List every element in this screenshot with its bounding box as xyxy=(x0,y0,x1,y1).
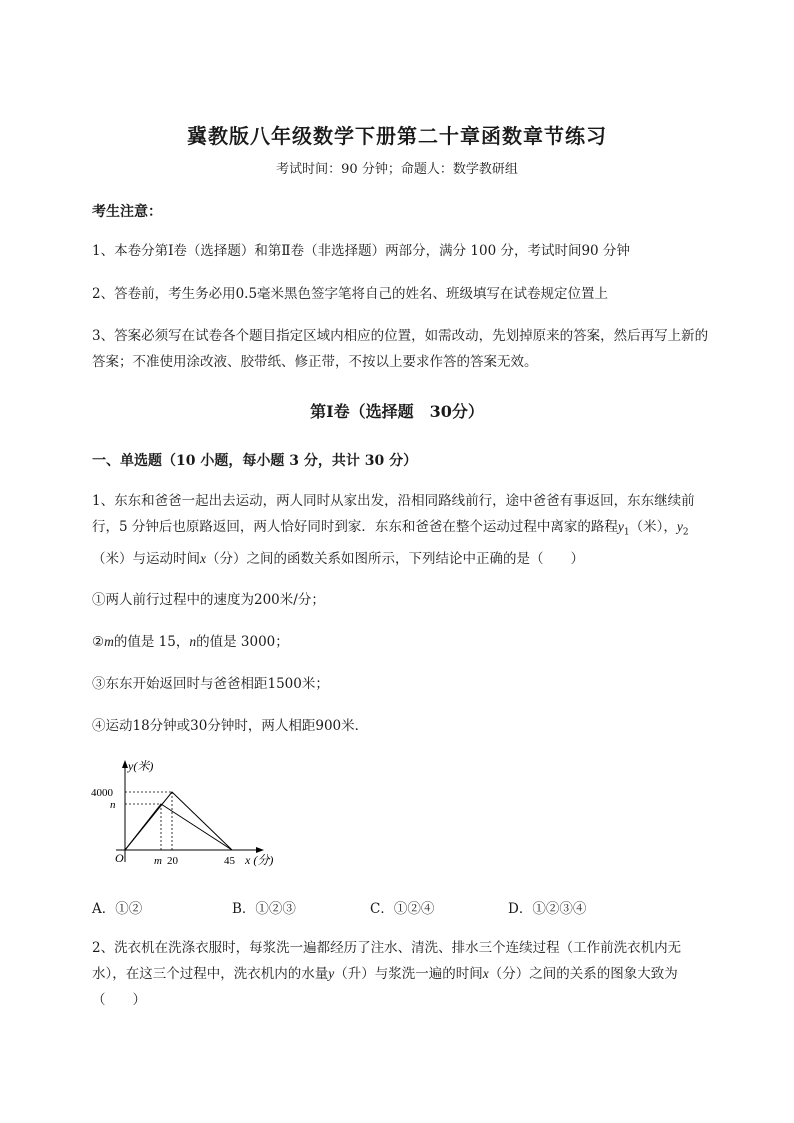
notice-item-2: 2、答卷前，考生务必用0.5毫米黑色签字笔将自己的姓名、班级填写在试卷规定位置上 xyxy=(92,286,609,302)
q1-option-d[interactable]: D．①②③④ xyxy=(508,901,587,917)
q1-statement-2-m: m xyxy=(104,634,114,649)
question-group-heading: 一、单选题（10 小题，每小题 3 分，共计 30 分） xyxy=(92,453,418,469)
q1-text-part3: （米）与运动时间 xyxy=(92,550,200,567)
q2-var-x: x xyxy=(482,966,489,981)
page-title: 冀教版八年级数学下册第二十章函数章节练习 xyxy=(187,124,607,148)
q1-statement-2-n: n xyxy=(189,634,197,649)
q1-text-part2: （米）， xyxy=(629,519,677,535)
graph-line-y1 xyxy=(125,792,232,850)
q1-statement-2-pre: ② xyxy=(92,634,105,650)
q1-option-b[interactable]: B．①②③ xyxy=(232,901,296,917)
notice-heading: 考生注意： xyxy=(92,204,162,220)
x-tick-m: m xyxy=(154,855,162,867)
q2-text-part3: （分）之间的关系的图象大致为（ ） xyxy=(92,966,678,1008)
q1-var-y2: y xyxy=(676,519,683,534)
q1-statement-4: ④运动18分钟或30分钟时，两人相距900米． xyxy=(92,718,369,734)
q1-option-a[interactable]: A．①② xyxy=(92,901,143,917)
notice-item-3: 3、答案必须写在试卷各个题目指定区域内相应的位置，如需改动，先划掉原来的答案，然后再写上新的答案；不准使用涂改液、胶带纸、修正带，不按以上要求作答的答案无效。 xyxy=(92,328,709,370)
q1-distance-time-graph xyxy=(88,752,288,872)
q1-var-y2-sub: 2 xyxy=(682,527,689,538)
y-axis-label: y(米) xyxy=(128,759,154,773)
q1-var-y1-sub: 1 xyxy=(623,527,630,538)
q1-statement-1: ①两人前行过程中的速度为200米/分； xyxy=(92,592,325,608)
x-tick-45: 45 xyxy=(224,855,235,867)
q1-statement-2-post: 的值是 3000； xyxy=(196,634,289,650)
origin-label: O xyxy=(115,851,124,865)
q1-option-c[interactable]: C．①②④ xyxy=(370,901,435,917)
x-axis-label: x (分) xyxy=(245,853,274,867)
q2-text-part1: 2、洗衣机在洗涤衣服时，每浆洗一遍都经历了注水、清洗、排水三个连续过程（工作前洗衣机内无水），在这三个过程中，洗衣机内的水量 xyxy=(92,940,682,982)
question-1-stem xyxy=(92,488,712,572)
q2-text-part2: （升）与浆洗一遍的时间 xyxy=(334,966,483,982)
q2-var-y: y xyxy=(328,966,335,981)
section-title: 第Ⅰ卷（选择题 30分） xyxy=(310,402,484,421)
q1-statement-2-mid: 的值是 15， xyxy=(113,634,190,650)
q1-text-part1: 1、东东和爸爸一起出去运动，两人同时从家出发，沿相同路线前行，途中爸爸有事返回，东东继续前行，5 分钟后也原路返回，两人恰好同时到家．东东和爸爸在整个运动过程中离家的路程 xyxy=(92,493,695,535)
notice-item-1: 1、本卷分第Ⅰ卷（选择题）和第Ⅱ卷（非选择题）两部分，满分 100 分，考试时间90 分钟 xyxy=(92,243,630,259)
q1-var-y1: y xyxy=(617,519,624,534)
q1-statement-3: ③东东开始返回时与爸爸相距1500米； xyxy=(92,676,329,692)
y-tick-4000: 4000 xyxy=(91,787,113,799)
graph-line-y2 xyxy=(125,804,232,850)
q1-text-part4: （分）之间的函数关系如图所示，下列结论中正确的是（ ） xyxy=(206,550,584,567)
y-tick-n: n xyxy=(110,799,116,811)
x-tick-20: 20 xyxy=(167,855,178,867)
q1-var-x: x xyxy=(200,550,206,566)
question-2-stem xyxy=(92,935,712,1013)
q1-statement-2 xyxy=(92,630,289,650)
page-subtitle: 考试时间：90 分钟；命题人：数学教研组 xyxy=(276,162,518,177)
